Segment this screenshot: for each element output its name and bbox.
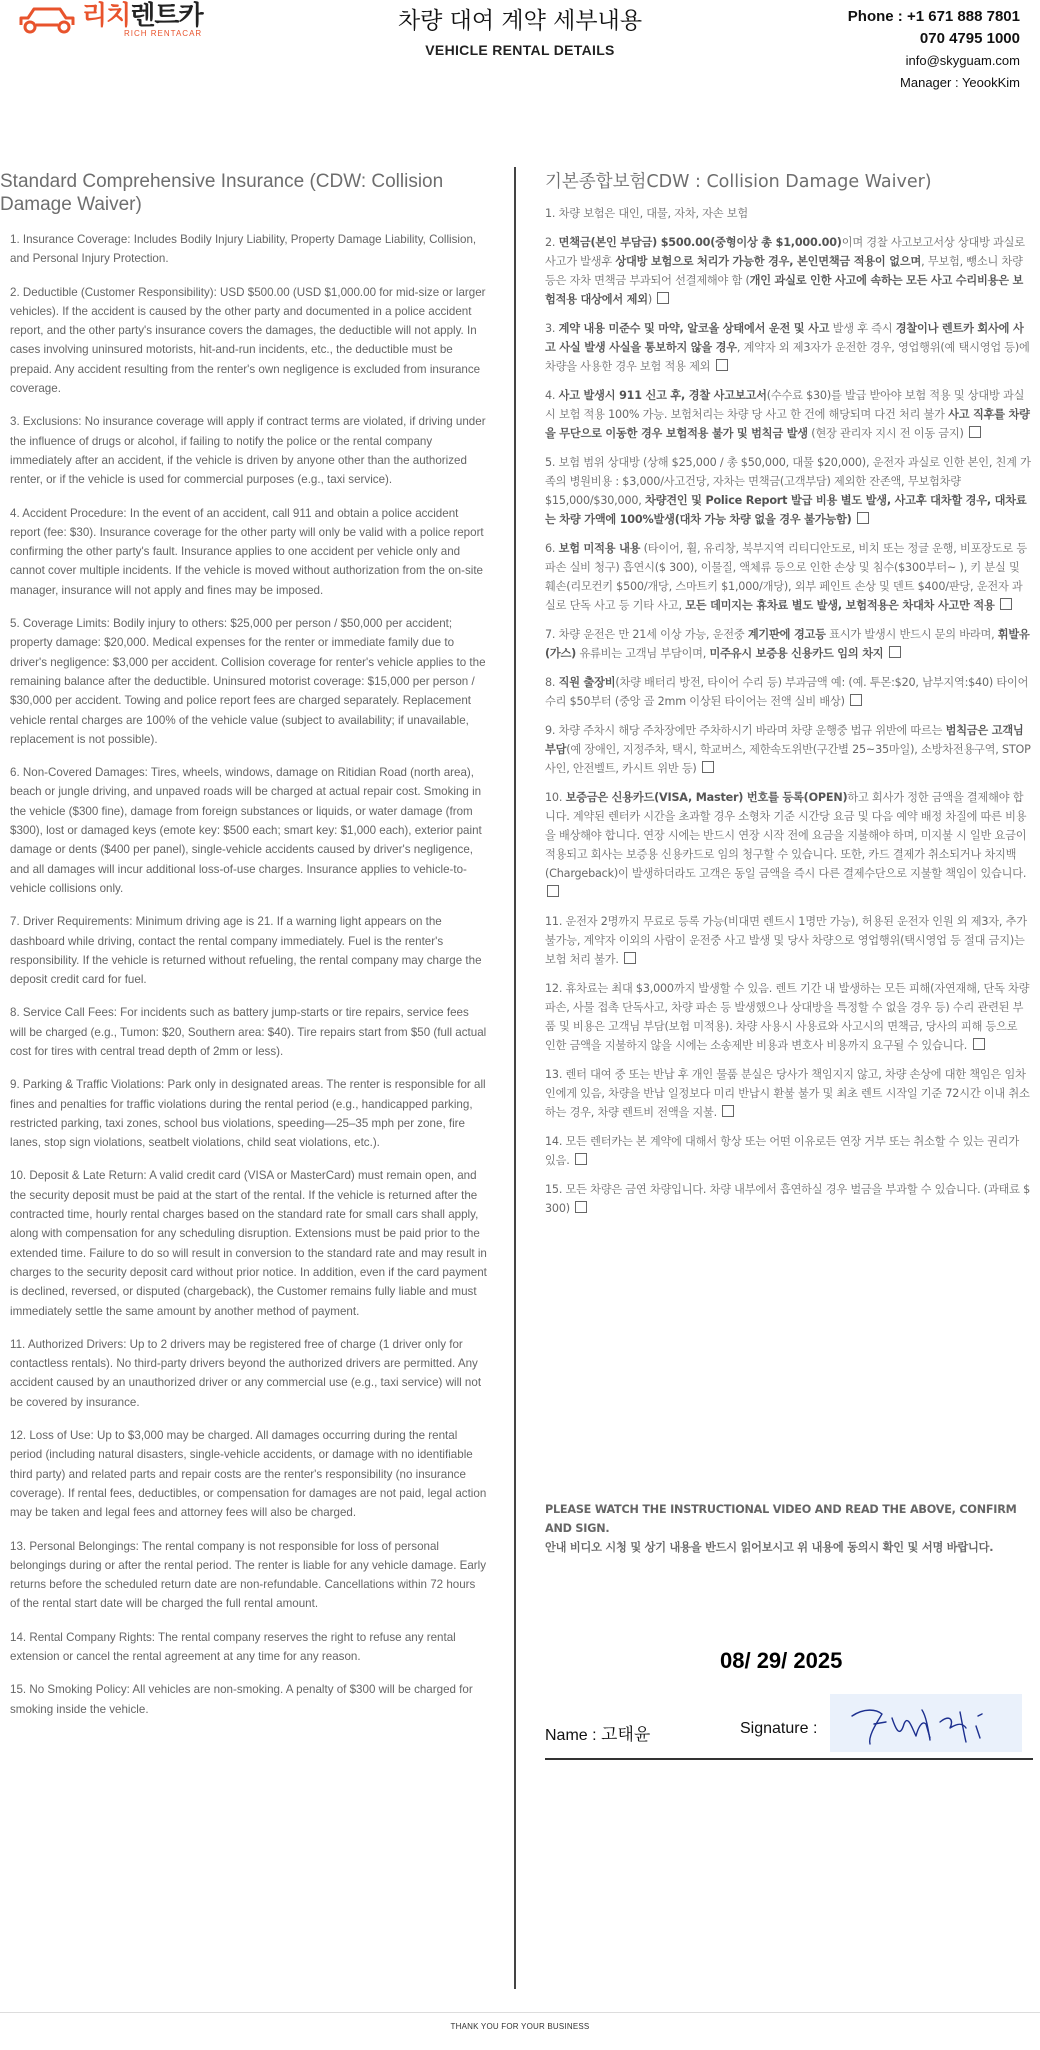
logo-subtitle: RICH RENTACAR	[124, 29, 203, 38]
korean-term-text: 범칙금은 고객님 부담	[545, 724, 1024, 756]
agree-checkbox[interactable]	[973, 1038, 985, 1050]
korean-terms-column	[545, 170, 1031, 1228]
korean-term-text: 8.	[545, 676, 559, 689]
column-divider	[514, 167, 516, 1989]
korean-term-text: 이며 경찰 사고보고서상 상대방 과실로 사고가 발생후	[545, 236, 1025, 268]
korean-term-text: 보증금은 신용카드(VISA, Master) 번호를 등록(OPEN)	[565, 791, 848, 804]
agree-checkbox[interactable]	[850, 694, 862, 706]
korean-term-text: 경찰이나 렌트카 회사에 사고 사실 발생 사실을 통보하지 않을 경우	[545, 322, 1024, 354]
document-title-english: VEHICLE RENTAL DETAILS	[425, 42, 615, 58]
korean-terms-list	[545, 204, 1031, 1218]
agree-checkbox[interactable]	[857, 512, 869, 524]
company-logo	[18, 2, 203, 38]
korean-term-text: 9. 차량 주차시 해당 주차장에만 주차하시기 바라며 차량 운행중 법규 위반에 따르는	[545, 724, 946, 737]
english-term-4: 4. Accident Procedure: In the event of an accident, call 911 and obtain a police accident report (fee: $30). Insurance coverage for the other party will only be valid with a police report confirming the other party's fault. Insurance applies to one accident per vehicle only and cannot cover multiple incidents. If the vehicle is moved without authorization from the on-site manager, insurance will not apply and fines may be imposed.	[10, 506, 484, 597]
korean-term-11	[545, 912, 1031, 969]
agree-checkbox[interactable]	[889, 646, 901, 658]
korean-term-8	[545, 673, 1031, 711]
korean-term-text: 발생 후 즉시	[829, 322, 896, 335]
korean-term-text: 12. 휴차료는 최대 $3,000까지 발생할 수 있음. 렌트 기간 내 발생하는 모든 피해(자연재해, 단독 차량 파손, 사물 접촉 단독사고, 차량 파손 등 발생했으나 상대방을 특정할 수 없을 경우 등) 수리 관련된 부품 및 비용은 고객님 부담(보험 미적용). 차량 사용시 사용료와 사고시의 면책금, 당사의 피해 등으로 인한 금액을 지불하지 않을 시에는 소송제반 비용과 변호사 비용까지 요구될 수 있습니다.	[545, 982, 1030, 1052]
korean-term-text: 보험 미적용 내용	[558, 542, 641, 555]
handwritten-signature-icon	[830, 1694, 1022, 1752]
korean-term-text: (차량 배터리 방전, 타이어 수리 등) 부과금액 예: (예. 투몬:$20, 남부지역:$40) 타이어 수리 $50부터 (중앙 골 2mm 이상된 타이어는 전액 실비 배상)	[545, 676, 1029, 708]
korean-term-text: 14. 모든 렌터카는 본 계약에 대해서 항상 또는 어떤 이유로든 연장 거부 또는 취소할 수 있는 권리가 있음.	[545, 1135, 1019, 1167]
agree-checkbox[interactable]	[575, 1201, 587, 1213]
korean-term-14	[545, 1132, 1031, 1170]
korean-term-text: 면책금(본인 부담금) $500.00(중형이상 총 $1,000.00)	[558, 236, 842, 249]
korean-term-text: 차량견인 및 Police Report 발급 비용 별도 발생, 사고후 대차할 경우, 대차료는 차량 가액에 100%발생(대차 가능 차량 없을 경우 불가능함)	[545, 494, 1027, 526]
korean-term-15	[545, 1180, 1031, 1218]
korean-term-text: 5. 보험 범위 상대방 (상해 $25,000 / 총 $50,000, 대물 $20,000), 운전자 과실로 인한 본인, 친계 가족의 병원비용 : $3,000/사고건당, 자차는 면책금(고객부담) 제외한 잔존액, 무보험차량 $15,000/$30,000,	[545, 456, 1031, 507]
sign-notice-korean: 안내 비디오 시청 및 상기 내용을 반드시 읽어보시고 위 내용에 동의시 확인 및 서명 바랍니다.	[545, 1541, 994, 1554]
korean-term-text: , 계약자 외 제3자가 운전한 경우, 영업행위(예 택시영업 등)에 차량을 사용한 경우 보험 적용 제외	[545, 341, 1030, 373]
korean-term-text: 상대방 보험으로 처리가 가능한 경우, 본인면책금 적용이 없으며	[615, 255, 922, 268]
name-field	[545, 1720, 650, 1745]
korean-term-text: 4.	[545, 389, 559, 402]
document-title-korean: 차량 대여 계약 세부내용	[397, 8, 643, 34]
signature-box[interactable]	[830, 1694, 1022, 1752]
english-term-3: 3. Exclusions: No insurance coverage will apply if contract terms are violated, if driving under the influence of drugs or alcohol, if failing to notify the police or the rental company immediately after an accident, if the vehicle is driven by anyone other than the authorized renter, or if the vehicle is used for commercial purposes (e.g., taxi service).	[10, 415, 486, 487]
english-term-8: 8. Service Call Fees: For incidents such as battery jump-starts or tire repairs, service fees will be charged (e.g., Tumon: $20, Southern area: $40). Tire repairs start from $50 (full actual cost for tires with central tread depth of 2mm or less).	[10, 1006, 487, 1058]
korean-term-text: 휘발유(가스)	[545, 628, 1030, 660]
english-term-15: 15. No Smoking Policy: All vehicles are non-smoking. A penalty of $300 will be charged for smoking inside the vehicle.	[10, 1683, 473, 1716]
english-term-1: 1. Insurance Coverage: Includes Bodily Injury Liability, Property Damage Liability, Collision, and Personal Injury Protection.	[10, 233, 477, 266]
korean-term-text: 15. 모든 차량은 금연 차량입니다. 차량 내부에서 흡연하실 경우 벌금을 부과할 수 있습니다. (과태료 $ 300)	[545, 1183, 1031, 1215]
korean-term-text: 사고 발생시 911 신고 후, 경찰 사고보고서	[558, 389, 767, 402]
korean-term-13	[545, 1065, 1031, 1122]
name-value: 고태윤	[601, 1725, 651, 1745]
korean-term-10	[545, 788, 1031, 902]
korean-term-text: )	[647, 293, 653, 306]
english-term-7: 7. Driver Requirements: Minimum driving age is 21. If a warning light appears on the dashboard while driving, contact the rental company immediately. Fuel is the renter's responsibility. If the vehicle is returned without refueling, the rental company may charge the deposit credit card for fuel.	[10, 915, 482, 987]
korean-term-text: (예 장애인, 지정주차, 택시, 학교버스, 제한속도위반(구간별 25~35마일), 소방차전용구역, STOP사인, 안전벨트, 카시트 위반 등)	[545, 743, 1031, 775]
english-term-9: 9. Parking & Traffic Violations: Park only in designated areas. The renter is responsible for all fines and penalties for traffic violations during the rental period (e.g., handicapped parking, restricted parking, taxi zones, school bus violations, speeding—25–35 mph per zone, fire lanes, stop sign violations, seatbelt violations, child seat violations, etc.).	[10, 1078, 486, 1150]
signing-date: 08/ 29/ 2025	[720, 1648, 843, 1673]
korean-term-3	[545, 319, 1031, 376]
agree-checkbox[interactable]	[624, 952, 636, 964]
korean-term-text: , 무보험, 뺑소니 차량 등은 자차 면책금 부과되어 선결제해야 함 (	[545, 255, 1023, 287]
agree-checkbox[interactable]	[1000, 598, 1012, 610]
korean-term-text: (현장 관리자 지시 전 이동 금지)	[807, 427, 964, 440]
korean-term-text: (수수료 $30)를 발급 받아야 보험 적용 및 상대방 과실 시 보험 적용 100% 가능. 보험처리는 차량 당 사고 한 건에 해당되며 다건 처리 불가	[545, 389, 1025, 421]
phone-primary: Phone : +1 671 888 7801	[847, 8, 1020, 25]
agree-checkbox[interactable]	[716, 359, 728, 371]
english-term-6: 6. Non-Covered Damages: Tires, wheels, windows, damage on Ritidian Road (north area), beach or jungle driving, and unpaved roads will be charged at actual repair cost. Smoking in the vehicle ($300 fine), damage from foreign substances or liquids, or water damage (from $300), lost or damaged keys (emote key: $500 each; smart key: $1,000 each), exterior paint damage or dents ($400 per panel), single-vehicle accidents caused by driver's negligence, and all damages will incur additional loss-of-use charges. Insurance applies to vehicle-to-vehicle collisions only.	[10, 766, 482, 895]
korean-term-text: (타이어, 휠, 유리창, 북부지역 리티디안도로, 비치 또는 정글 운행, 비포장도로 등 파손 실비 청구) 흡연시($ 300), 이물질, 액체류 등으로 인한 손상 및 침수($300부터~ ), 키 분실 및 훼손(리모컨키 $500/개당, 스마트키 $1,000/개당), 외부 페인트 손상 및 덴트 $400/판당, 운전자 과실로 단독 사고 등 기타 사고,	[545, 542, 1027, 612]
phone-secondary: 070 4795 1000	[919, 30, 1020, 47]
korean-term-text: 1. 차량 보험은 대인, 대물, 자차, 자손 보험	[545, 207, 748, 220]
agree-checkbox[interactable]	[575, 1153, 587, 1165]
korean-term-12	[545, 979, 1031, 1055]
korean-term-text: 3.	[545, 322, 559, 335]
english-term-11: 11. Authorized Drivers: Up to 2 drivers may be registered free of charge (1 driver only for contactless rentals). No third-party drivers beyond the authorized drivers are permitted. Any accident caused by an unauthorized driver or any commercial use (e.g., taxi service) will not be covered by insurance.	[10, 1337, 482, 1409]
english-terms-list	[0, 230, 490, 1719]
contact-email: info@skyguam.com	[905, 53, 1020, 68]
agree-checkbox[interactable]	[722, 1105, 734, 1117]
korean-term-7	[545, 625, 1031, 663]
korean-term-text: 개인 과실로 인한 사고에 속하는 모든 사고 수리비용은 보험적용 대상에서 제외	[545, 274, 1024, 306]
sign-notice-english: PLEASE WATCH THE INSTRUCTIONAL VIDEO AND READ THE ABOVE, CONFIRM AND SIGN.	[545, 1503, 1017, 1535]
english-term-10: 10. Deposit & Late Return: A valid credit card (VISA or MasterCard) must remain open, and the security deposit must be paid at the start of the rental. If the vehicle is returned after the contracted time, hourly rental charges based on the standard rate for small cars shall apply, along with compensation for any scheduling disruption. Extensions must be paid prior to the extended time. Failure to do so will result in conversion to the standard rate and may result in charges to the security deposit card without prior notice. In addition, even if the card payment is declined, reversed, or disputed (chargeback), the Customer remains fully liable and must immediately settle the same amount by another method of payment.	[10, 1169, 487, 1318]
contact-info	[848, 6, 1020, 94]
korean-term-text: 계기판에 경고등	[747, 628, 826, 641]
korean-term-4	[545, 386, 1031, 443]
korean-term-text: 미주유시 보증용 신용카드 임의 차지	[709, 647, 884, 660]
korean-term-text: 7. 차량 운전은 만 21세 이상 가능, 운전중	[545, 628, 748, 641]
korean-terms-heading: 기본종합보험CDW : Collision Damage Waiver)	[545, 172, 932, 192]
signature-label: Signature :	[740, 1720, 818, 1737]
korean-term-text: 11. 운전자 2명까지 무료로 등록 가능(비대면 렌트시 1명만 가능), 허용된 운전자 인원 외 제3자, 추가 불가능, 계약자 이외의 사람이 운전중 사고 발생 및 당사 차량으로 영업행위(택시영업 등 절대 금지)는 보험 처리 불가.	[545, 915, 1027, 966]
agree-checkbox[interactable]	[547, 885, 559, 897]
manager-name: Manager : YeookKim	[900, 75, 1020, 90]
korean-term-text: 계약 내용 미준수 및 마약, 알코올 상태에서 운전 및 사고	[558, 322, 830, 335]
english-term-12: 12. Loss of Use: Up to $3,000 may be charged. All damages occurring during the rental period (including natural disasters, single-vehicle accidents, or damage with no identifiable third party) and related parts and repair costs are the renter's responsibility (no insurance coverage). If rental fees, deductibles, or compensation for damages are not paid, legal action may be taken and legal fees and attorney fees will also be charged.	[10, 1429, 487, 1520]
english-term-13: 13. Personal Belongings: The rental company is not responsible for loss of personal belongings during or after the rental period. The renter is liable for any vehicle damage. Early returns before the scheduled return date are non-refundable. Cancellations within 72 hours of the rental start date will be charged the full rental amount.	[10, 1539, 487, 1611]
english-terms-heading: Standard Comprehensive Insurance (CDW: Collision Damage Waiver)	[0, 171, 444, 215]
sign-notice	[545, 1500, 1035, 1557]
english-terms-column	[0, 170, 490, 1733]
english-term-14: 14. Rental Company Rights: The rental company reserves the right to refuse any rental extension or cancel the rental agreement at any time for any reason.	[10, 1630, 456, 1663]
agree-checkbox[interactable]	[657, 292, 669, 304]
korean-term-text: 하고 회사가 정한 금액을 결제해야 합니다. 계약된 렌터카 시간을 초과할 경우 소형차 기준 시간당 요금 및 다음 예약 배정 차질에 따른 비용을 배상해야 합니다. 연장 시에는 반드시 연장 시작 전에 요금을 지불해야 하며, 미지불 시 일반 요금이 적용되고 회사는 보증용 신용카드로 임의 청구할 수 있습니다. 또한, 카드 결제가 취소되거나 차지백(Chargeback)이 발생하더라도 고객은 동일 금액을 즉시 다른 결제수단으로 지불할 책임이 있습니다.	[545, 791, 1027, 880]
logo-wordmark: 리치렌트카	[82, 1, 203, 31]
footer-divider	[0, 2012, 1040, 2013]
korean-term-text: 유류비는 고객님 부담이며,	[576, 647, 710, 660]
name-label: Name :	[545, 1727, 602, 1744]
agree-checkbox[interactable]	[702, 761, 714, 773]
document-header	[0, 0, 1040, 110]
footer-thank-you: THANK YOU FOR YOUR BUSINESS	[450, 2022, 590, 2031]
korean-term-text: 사고 직후를 차량을 무단으로 이동한 경우 보험적용 불가 및 범칙금 발생	[545, 408, 1030, 440]
korean-term-text: 2.	[545, 236, 559, 249]
signature-row	[545, 1710, 1033, 1760]
korean-term-6	[545, 539, 1031, 615]
english-term-2: 2. Deductible (Customer Responsibility): USD $500.00 (USD $1,000.00 for mid-size or larger vehicles). If the accident is caused by the other party and documented in a police accident report, and the other party's insurance covers the damages, the deductible will not apply. In cases involving uninsured motorists, hit-and-run incidents, etc., the deductible must be prepaid. Any accident resulting from the renter's own negligence is excluded from insurance coverage.	[10, 285, 486, 396]
korean-term-text: 10.	[545, 791, 566, 804]
korean-term-2	[545, 233, 1031, 309]
agree-checkbox[interactable]	[969, 426, 981, 438]
korean-term-text: 모든 데미지는 휴차료 별도 발생, 보험적용은 차대차 사고만 적용	[685, 599, 995, 612]
korean-term-text: 13. 렌터 대여 중 또는 반납 후 개인 물품 분실은 당사가 책임지지 않고, 차량 손상에 대한 책임은 임차인에게 있음, 차량을 반납 일정보다 미리 반납시 환불 불가 및 최초 렌트 시작일 기준 72시간 이내 취소하는 경우, 차량 렌트비 전액을 지불.	[545, 1068, 1030, 1119]
korean-term-5	[545, 453, 1031, 529]
car-logo-icon	[18, 3, 76, 37]
korean-term-text: 직원 출장비	[558, 676, 616, 689]
korean-term-text: 표시가 발생시 반드시 문의 바라며,	[825, 628, 998, 641]
korean-term-text: 6.	[545, 542, 559, 555]
english-term-5: 5. Coverage Limits: Bodily injury to others: $25,000 per person / $50,000 per accident; property damage: $20,000. Medical expenses for the renter or immediate family due to driver's negligence: $3,000 per accident. Collision coverage for renter's vehicle applies to the remaining balance after the deductible. Uninsured motorist coverage: $15,000 per person / $30,000 per accident. Towing and police report fees are charged separately. Replacement vehicle rental charges are 100% of the vehicle value (subject to availability; if unavailable, replacement is not possible).	[10, 617, 486, 746]
korean-term-9	[545, 721, 1031, 778]
korean-term-1	[545, 204, 1031, 223]
